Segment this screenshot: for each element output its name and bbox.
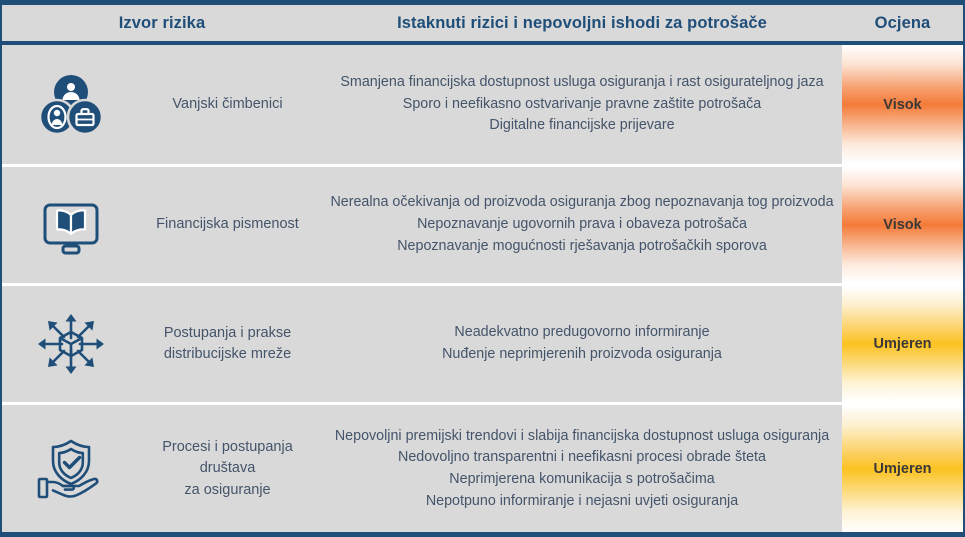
row-risks-cell (322, 405, 842, 533)
risk-line: Neadekvatno predugovorno informiranje (454, 324, 710, 341)
column-header-source: Izvor rizika (118, 13, 206, 32)
row-icon-cell (2, 405, 139, 533)
three-people-network-icon (35, 69, 107, 141)
risk-line: Smanjena financijska dostupnost usluga osiguranja i rast osigurateljnog jaza (340, 73, 824, 90)
monitor-book-icon (35, 189, 107, 261)
row-source-cell (139, 405, 322, 533)
table-row (2, 286, 963, 405)
table-row (2, 405, 963, 533)
rating-badge: Umjeren (842, 286, 963, 402)
risk-line: Nepoznavanje ugovornih prava i obaveza potrošača (417, 216, 747, 233)
row-icon-cell (2, 167, 139, 283)
risk-line: Nepoznavanje mogućnosti rješavanja potrošačkih sporova (397, 237, 767, 254)
risk-line: Nepotpuno informiranje i nejasni uvjeti osiguranja (425, 492, 739, 509)
table-header-row (2, 5, 963, 45)
row-risks-cell (322, 286, 842, 402)
hand-shield-check-icon (33, 433, 109, 505)
source-line: Procesi i postupanja društava (162, 439, 293, 477)
row-icon-cell (2, 45, 139, 164)
rating-badge: Visok (842, 45, 963, 164)
rating-badge: Umjeren (842, 405, 963, 533)
source-line: Postupanja i prakse (163, 324, 292, 341)
row-risks-cell (322, 167, 842, 283)
table-row (2, 45, 963, 167)
table-row (2, 167, 963, 286)
risk-line: Nerealna očekivanja od proizvoda osiguranja zbog nepoznavanja tog proizvoda (330, 194, 834, 211)
risk-line: Sporo i neefikasno ostvarivanje pravne zaštite potrošača (402, 95, 762, 112)
source-line: distribucijske mreže (163, 346, 292, 362)
table-body (2, 45, 963, 533)
risk-line: Nepovoljni premijski trendovi i slabija financijska dostupnost usluga osiguranja (334, 427, 830, 444)
row-source-cell (139, 286, 322, 402)
row-risks-cell (322, 45, 842, 164)
risk-line: Digitalne financijske prijevare (489, 117, 675, 134)
column-header-rating: Ocjena (874, 13, 931, 32)
row-source-cell (139, 167, 322, 283)
row-source-cell (139, 45, 322, 164)
column-header-risks: Istaknuti rizici i nepovoljni ishodi za potrošače (397, 13, 767, 32)
source-line: Vanjski čimbenici (172, 95, 283, 112)
risk-line: Nuđenje neprimjerenih proizvoda osiguranja (442, 346, 722, 362)
risk-line: Neprimjerena komunikacija s potrošačima (449, 471, 715, 487)
rating-badge: Visok (842, 167, 963, 283)
risk-line: Nedovoljno transparentni i neefikasni procesi obrade šteta (398, 449, 766, 466)
source-line: za osiguranje (184, 481, 271, 498)
source-line: Financijska pismenost (156, 216, 299, 233)
distribution-network-icon (31, 308, 111, 380)
row-icon-cell (2, 286, 139, 402)
